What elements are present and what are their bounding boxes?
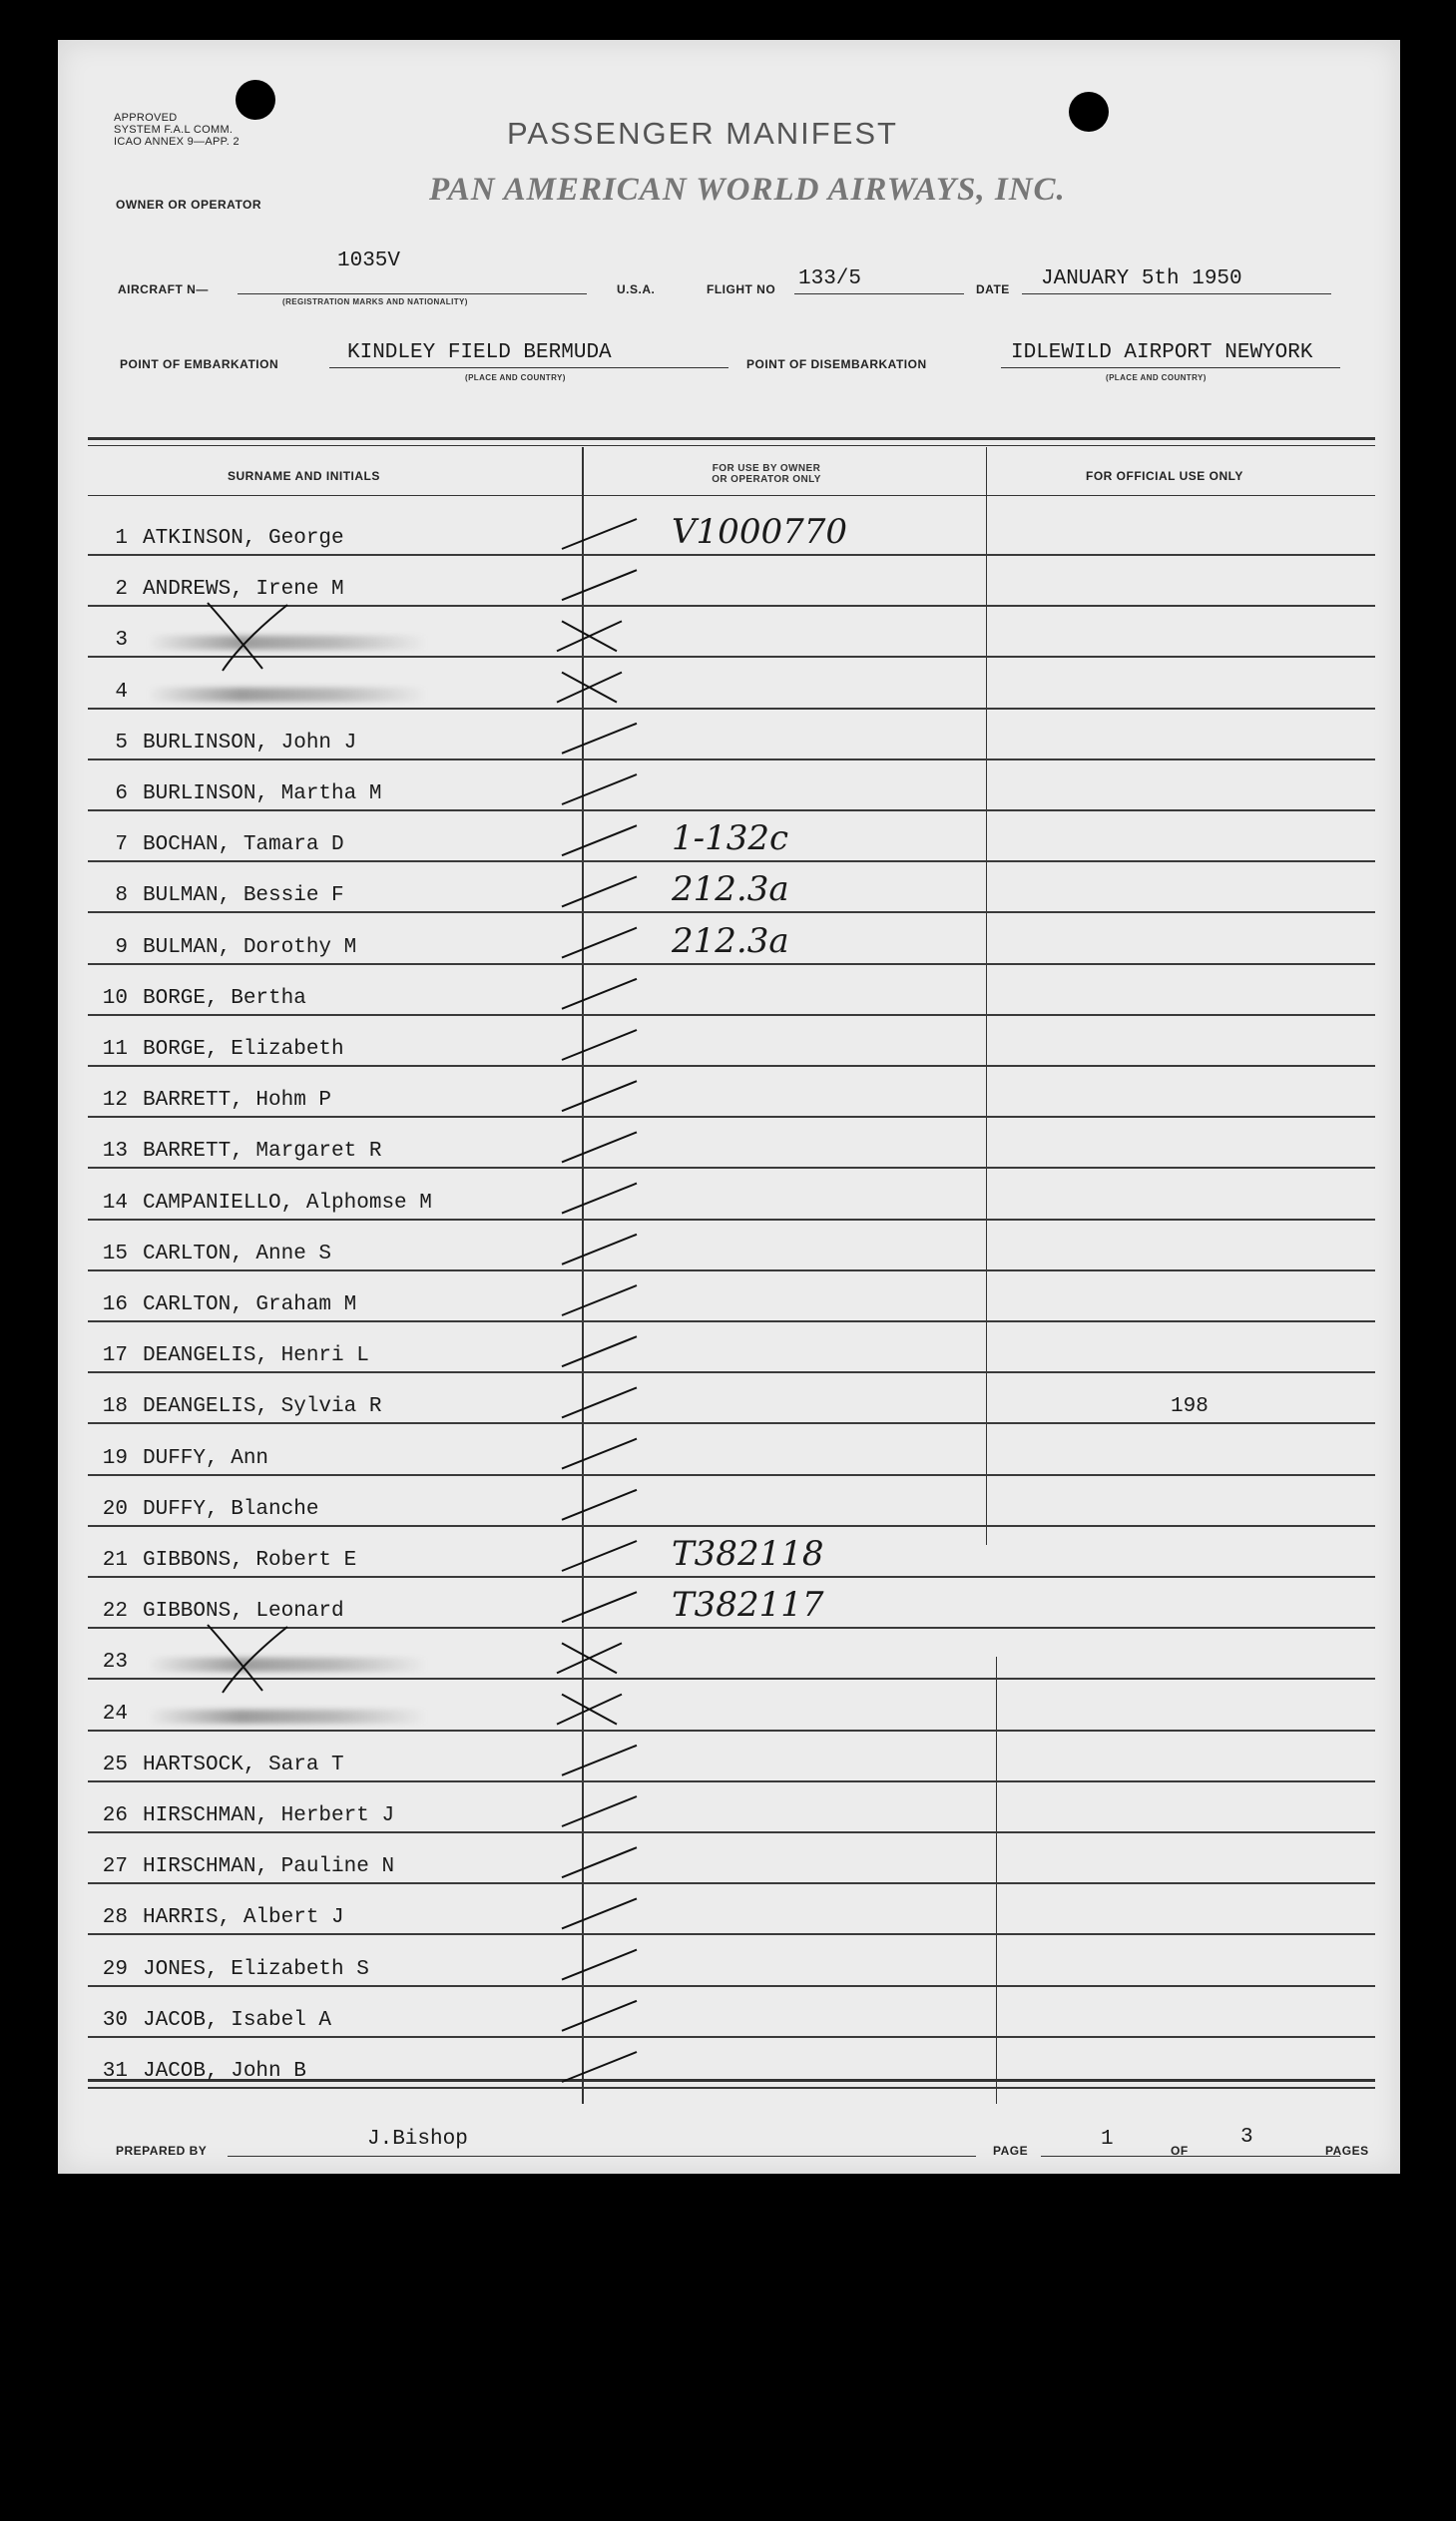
check-mark	[562, 519, 637, 549]
registration-note: (REGISTRATION MARKS AND NATIONALITY)	[282, 297, 468, 306]
passenger-name: BULMAN, Dorothy M	[143, 935, 357, 959]
row-number: 29	[102, 1957, 128, 1981]
page-label: PAGE	[993, 2144, 1029, 2158]
prepared-by: J.Bishop	[367, 2128, 468, 2151]
row-number: 17	[102, 1344, 128, 1368]
passenger-name: DUFFY, Ann	[143, 1446, 269, 1470]
owner-note: T382118	[672, 1534, 824, 1574]
column-owner-line: FOR USE BY OWNER	[712, 463, 821, 474]
form-title: PASSENGER MANIFEST	[507, 116, 898, 151]
passenger-name: JACOB, John B	[143, 2060, 306, 2083]
check-mark	[562, 724, 637, 754]
row-number: 27	[102, 1855, 128, 1879]
check-mark	[562, 1030, 637, 1060]
owner-note: 212.3a	[672, 920, 789, 961]
check-mark	[562, 1592, 637, 1622]
passenger-name: HIRSCHMAN, Herbert J	[143, 1804, 395, 1827]
row-number: 1	[115, 527, 128, 550]
row-number: 7	[115, 833, 128, 857]
check-mark	[562, 570, 637, 600]
passenger-name: BOCHAN, Tamara D	[143, 833, 344, 857]
owner-note: 212.3a	[672, 869, 789, 910]
passenger-name: BURLINSON, John J	[143, 731, 357, 755]
row-number: 20	[102, 1497, 128, 1521]
nationality: U.S.A.	[617, 282, 656, 296]
embark-label: POINT OF EMBARKATION	[120, 357, 279, 371]
row-number: 13	[102, 1140, 128, 1164]
aircraft-label: AIRCRAFT N—	[118, 282, 209, 296]
cross-mark	[557, 621, 622, 651]
passenger-name: CARLTON, Graham M	[143, 1293, 357, 1316]
passenger-name: HARRIS, Albert J	[143, 1906, 344, 1930]
row-number: 9	[115, 935, 128, 959]
passenger-name: BULMAN, Bessie F	[143, 884, 344, 908]
row-number: 19	[102, 1446, 128, 1470]
page-total: 3	[1240, 2126, 1253, 2149]
disembark-value: IDLEWILD AIRPORT NEWYORK	[1011, 341, 1313, 364]
strike-mark	[208, 1625, 287, 1693]
flight-value: 133/5	[798, 267, 862, 290]
check-mark	[562, 1081, 637, 1111]
check-mark	[562, 1898, 637, 1928]
approval-line: APPROVED	[114, 112, 178, 124]
row-number: 15	[102, 1242, 128, 1265]
of-label: OF	[1171, 2144, 1189, 2158]
approval-line: ICAO ANNEX 9—APP. 2	[114, 136, 240, 148]
passenger-name: CAMPANIELLO, Alphomse M	[143, 1191, 432, 1215]
passenger-name: BORGE, Bertha	[143, 986, 306, 1010]
row-number: 2	[115, 578, 128, 602]
check-mark	[562, 1746, 637, 1775]
check-mark	[562, 1541, 637, 1571]
check-mark	[562, 1796, 637, 1826]
check-mark	[562, 876, 637, 906]
row-number: 22	[102, 1600, 128, 1624]
row-number: 14	[102, 1191, 128, 1215]
row-number: 18	[102, 1395, 128, 1419]
operator-name: PAN AMERICAN WORLD AIRWAYS, INC.	[429, 172, 1066, 208]
flight-label: FLIGHT NO	[707, 282, 776, 296]
row-number: 21	[102, 1549, 128, 1572]
passenger-name: GIBBONS, Leonard	[143, 1600, 344, 1624]
official-note: 198	[1171, 1395, 1209, 1419]
embark-value: KINDLEY FIELD BERMUDA	[347, 341, 612, 364]
passenger-name: CARLTON, Anne S	[143, 1242, 332, 1265]
check-mark	[562, 1387, 637, 1417]
row-number: 31	[102, 2060, 128, 2083]
row-number: 8	[115, 884, 128, 908]
row-number: 26	[102, 1804, 128, 1827]
row-number: 11	[102, 1038, 128, 1061]
row-number: 10	[102, 986, 128, 1010]
row-number: 23	[102, 1651, 128, 1675]
passenger-name: BURLINSON, Martha M	[143, 782, 382, 805]
passenger-name: BORGE, Elizabeth	[143, 1038, 344, 1061]
date-label: DATE	[976, 282, 1010, 296]
check-mark	[562, 1490, 637, 1520]
row-number: 12	[102, 1089, 128, 1113]
check-mark	[562, 825, 637, 855]
pages-label: PAGES	[1325, 2144, 1369, 2158]
check-marks	[58, 40, 1400, 2174]
owner-note: T382117	[672, 1585, 824, 1626]
owner-note: 1-132c	[672, 818, 789, 859]
check-mark	[562, 1184, 637, 1214]
row-number: 24	[102, 1702, 128, 1726]
passenger-name: DUFFY, Blanche	[143, 1497, 319, 1521]
row-number: 25	[102, 1753, 128, 1776]
check-mark	[562, 1336, 637, 1366]
owner-note: V1000770	[672, 512, 847, 552]
row-number: 6	[115, 782, 128, 805]
page-number: 1	[1101, 2128, 1114, 2151]
passenger-name: JONES, Elizabeth S	[143, 1957, 369, 1981]
date-value: JANUARY 5th 1950	[1041, 267, 1242, 290]
disembark-label: POINT OF DISEMBARKATION	[746, 357, 927, 371]
check-mark	[562, 2001, 637, 2031]
passenger-name: ATKINSON, George	[143, 527, 344, 550]
check-mark	[562, 1950, 637, 1980]
owner-label: OWNER OR OPERATOR	[116, 198, 262, 212]
passenger-name: DEANGELIS, Sylvia R	[143, 1395, 382, 1419]
row-number: 30	[102, 2008, 128, 2032]
prepared-label: PREPARED BY	[116, 2144, 208, 2158]
check-mark	[562, 1847, 637, 1877]
check-mark	[562, 1132, 637, 1162]
row-number: 3	[115, 629, 128, 653]
disembark-place-note: (PLACE AND COUNTRY)	[1106, 373, 1207, 382]
check-mark	[562, 928, 637, 958]
manifest-sheet	[58, 40, 1400, 2174]
check-mark	[562, 774, 637, 804]
passenger-name: GIBBONS, Robert E	[143, 1549, 357, 1572]
column-surname: SURNAME AND INITIALS	[228, 469, 380, 483]
check-mark	[562, 1285, 637, 1315]
passenger-name: JACOB, Isabel A	[143, 2008, 332, 2032]
embark-place-note: (PLACE AND COUNTRY)	[465, 373, 566, 382]
passenger-name: ANDREWS, Irene M	[143, 578, 344, 602]
aircraft-value: 1035V	[337, 250, 401, 272]
cross-mark	[557, 1643, 622, 1673]
passenger-name: BARRETT, Hohm P	[143, 1089, 332, 1113]
passenger-name: HARTSOCK, Sara T	[143, 1753, 344, 1776]
passenger-name: HIRSCHMAN, Pauline N	[143, 1855, 395, 1879]
check-mark	[562, 979, 637, 1009]
row-number: 5	[115, 731, 128, 755]
approval-line: SYSTEM F.A.L COMM.	[114, 124, 234, 136]
passenger-name: BARRETT, Margaret R	[143, 1140, 382, 1164]
check-mark	[562, 2052, 637, 2082]
cross-mark	[557, 673, 622, 703]
cross-mark	[557, 1695, 622, 1725]
row-number: 28	[102, 1906, 128, 1930]
column-owner-line: OR OPERATOR ONLY	[712, 474, 821, 485]
column-official: FOR OFFICIAL USE ONLY	[1086, 469, 1243, 483]
check-mark	[562, 1235, 637, 1264]
row-number: 4	[115, 680, 128, 704]
check-mark	[562, 1439, 637, 1469]
strike-mark	[208, 603, 287, 671]
passenger-name: DEANGELIS, Henri L	[143, 1344, 369, 1368]
row-number: 16	[102, 1293, 128, 1316]
